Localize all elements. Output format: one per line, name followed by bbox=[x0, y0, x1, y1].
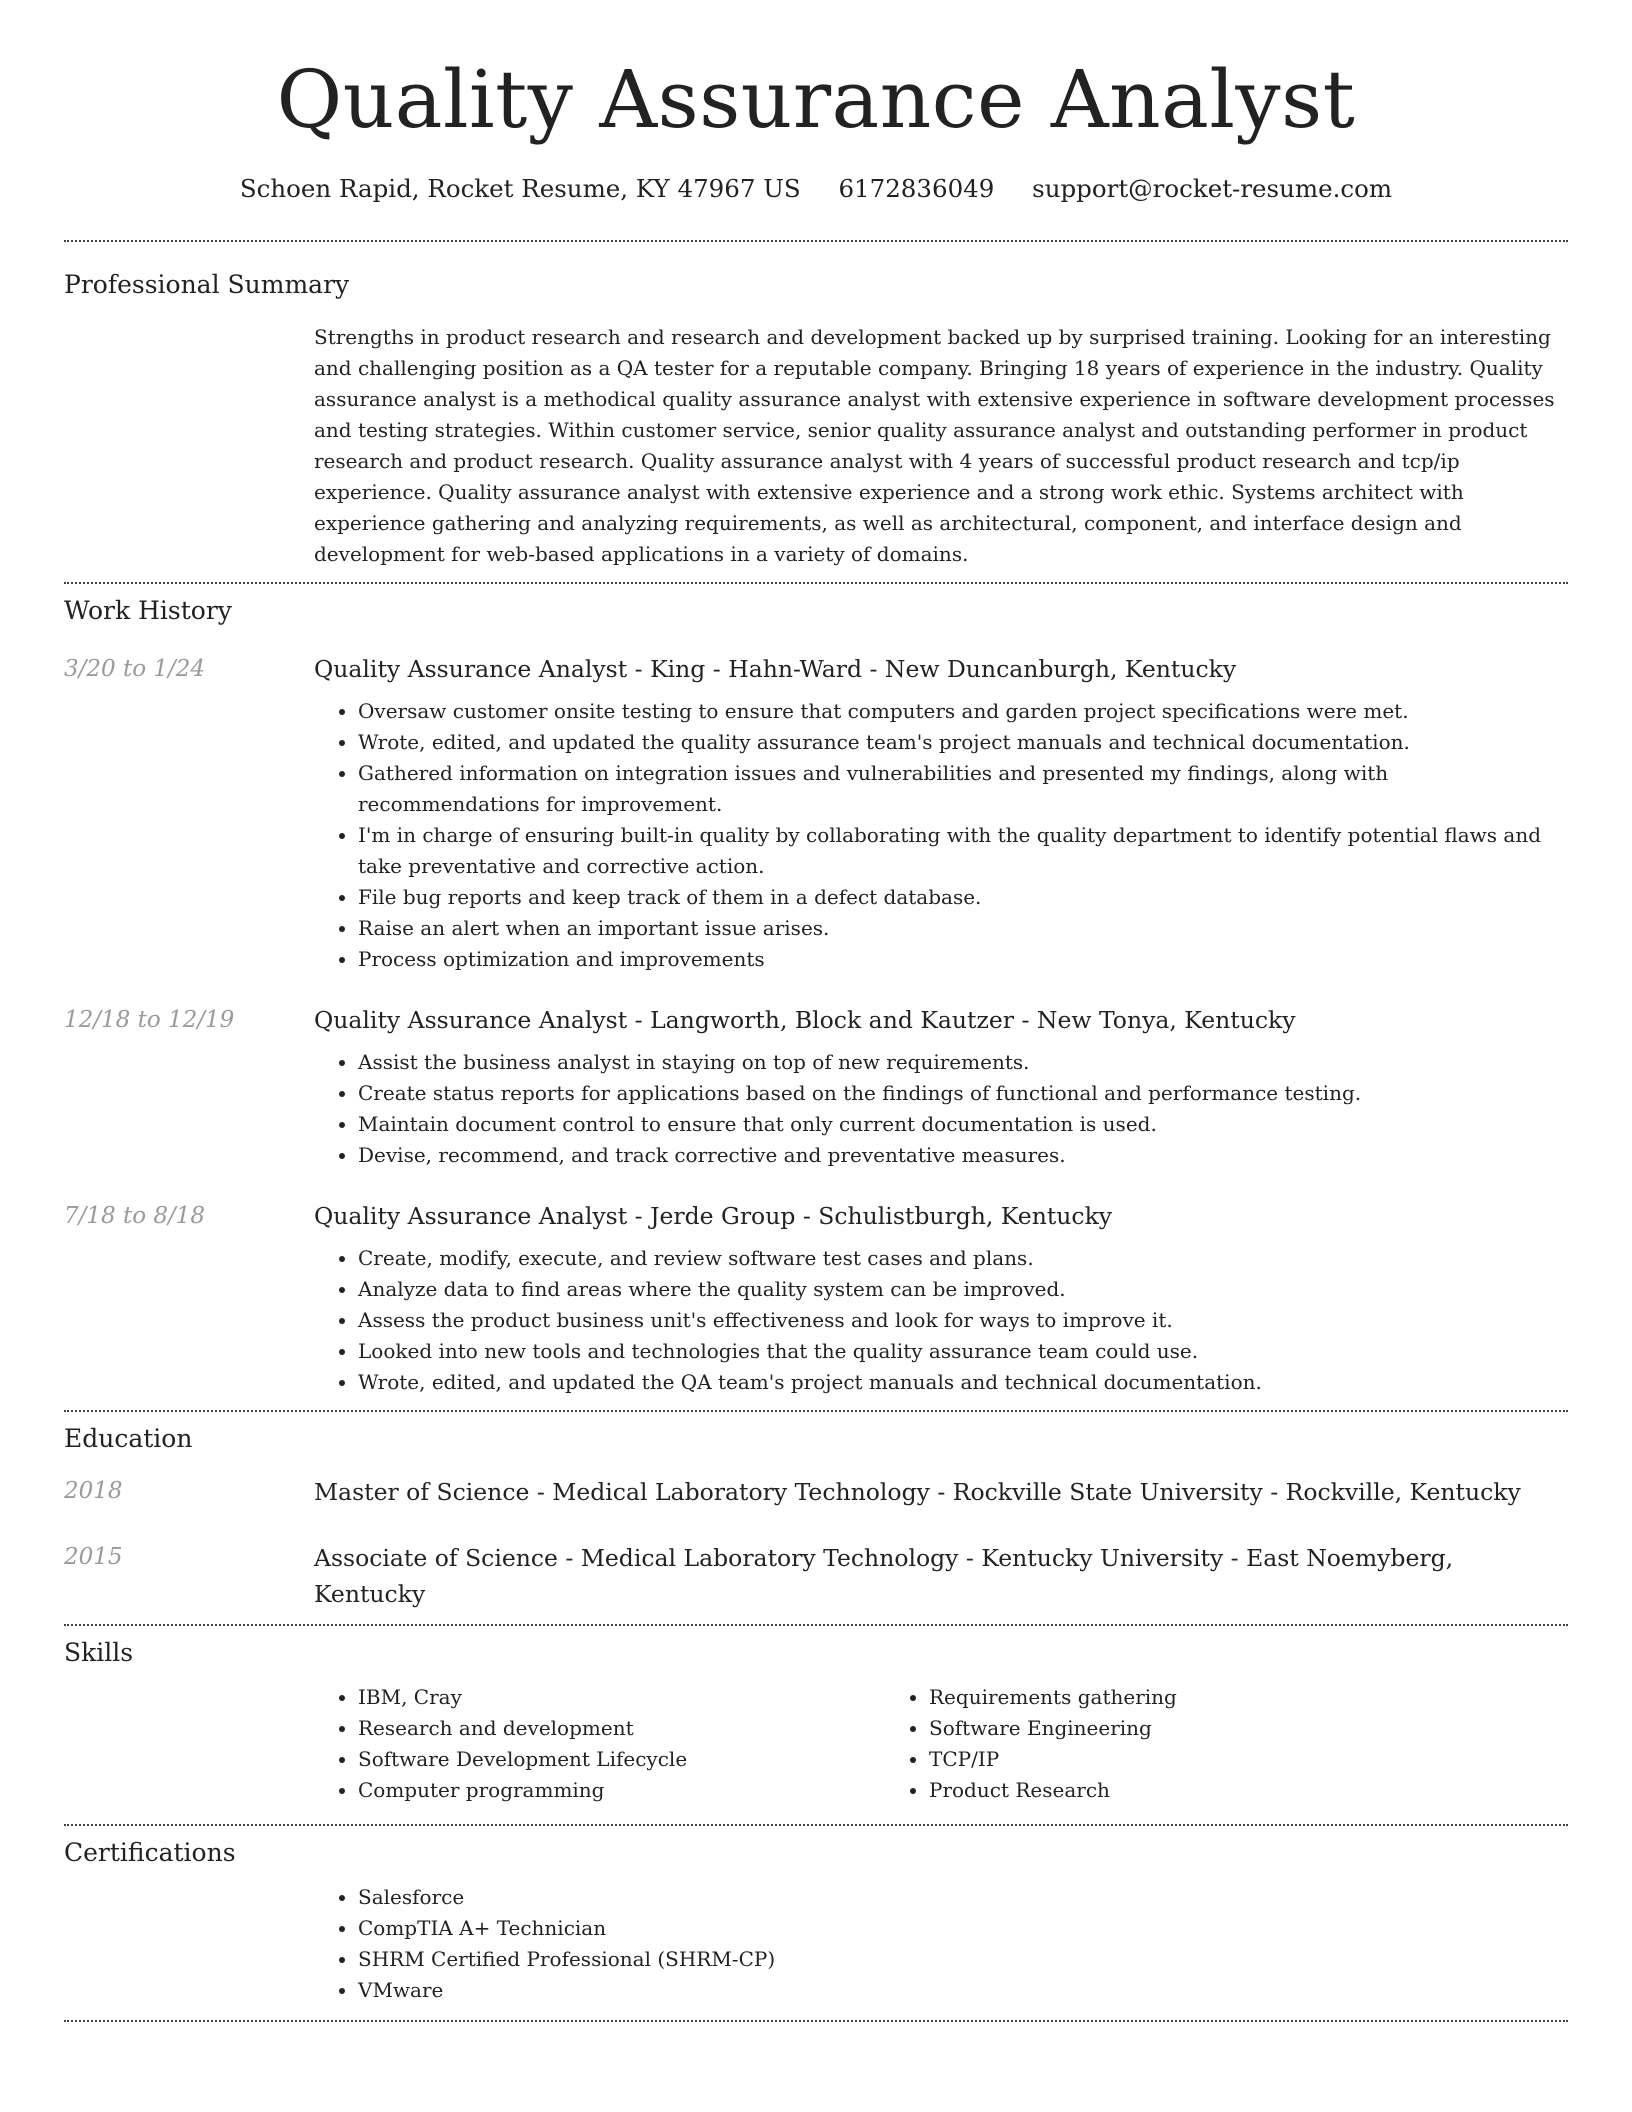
job-entry bbox=[64, 1199, 1568, 1398]
list-item: • Salesforce bbox=[358, 1882, 1568, 1913]
job-dates: 12/18 to 12/19 bbox=[64, 1007, 235, 1033]
section-title-skills: Skills bbox=[64, 1638, 134, 1667]
list-item: • Raise an alert when an important issue arises. bbox=[358, 913, 1568, 944]
list-item: • Wrote, edited, and updated the QA team's project manuals and technical documentation. bbox=[358, 1367, 1568, 1398]
list-item: • Looked into new tools and technologies that the quality assurance team could use. bbox=[358, 1336, 1568, 1367]
list-item: • Requirements gathering bbox=[929, 1682, 1456, 1713]
resume-header bbox=[64, 0, 1568, 206]
job-bullets bbox=[314, 1243, 1568, 1398]
list-item: • CompTIA A+ Technician bbox=[358, 1913, 1568, 1944]
education-year: 2015 bbox=[64, 1544, 123, 1570]
job-dates: 3/20 to 1/24 bbox=[64, 656, 206, 682]
skills-section bbox=[64, 1626, 1568, 1806]
job-title: Quality Assurance Analyst - Langworth, Block and Kautzer - New Tonya, Kentucky bbox=[314, 1006, 1296, 1034]
list-item: • Assess the product business unit's effectiveness and look for ways to improve it. bbox=[358, 1305, 1568, 1336]
certifications-section bbox=[64, 1826, 1568, 2006]
list-item: • Devise, recommend, and track corrective and preventative measures. bbox=[358, 1140, 1568, 1171]
job-title: Quality Assurance Analyst - King - Hahn-Ward - New Duncanburgh, Kentucky bbox=[314, 655, 1237, 683]
list-item: • TCP/IP bbox=[929, 1744, 1456, 1775]
list-item: • Maintain document control to ensure that only current documentation is used. bbox=[358, 1109, 1568, 1140]
list-item: • Product Research bbox=[929, 1775, 1456, 1806]
list-item: • File bug reports and keep track of them in a defect database. bbox=[358, 882, 1568, 913]
list-item: • I'm in charge of ensuring built-in quality by collaborating with the quality department to identify potential flaws and take preventative and corrective action. bbox=[358, 820, 1568, 882]
divider bbox=[64, 2020, 1568, 2022]
skills-list-right bbox=[885, 1682, 1456, 1806]
job-entry bbox=[64, 1003, 1568, 1171]
job-bullets bbox=[314, 1047, 1568, 1171]
section-title-education: Education bbox=[64, 1424, 193, 1453]
education-entry bbox=[64, 1540, 1568, 1612]
list-item: • Create, modify, execute, and review software test cases and plans. bbox=[358, 1243, 1568, 1274]
list-item: • IBM, Cray bbox=[358, 1682, 885, 1713]
list-item: • Oversaw customer onsite testing to ensure that computers and garden project specifications were met. bbox=[358, 696, 1568, 727]
section-title-certifications: Certifications bbox=[64, 1838, 236, 1867]
list-item: • Computer programming bbox=[358, 1775, 885, 1806]
summary-section bbox=[64, 242, 1568, 570]
contact-phone: 6172836049 bbox=[838, 174, 995, 203]
list-item: • Wrote, edited, and updated the quality assurance team's project manuals and technical documentation. bbox=[358, 727, 1568, 758]
education-degree: Master of Science - Medical Laboratory Technology - Rockville State University - Rockville, Kentucky bbox=[314, 1478, 1521, 1506]
education-year: 2018 bbox=[64, 1478, 123, 1504]
list-item: • Create status reports for applications based on the findings of functional and performance testing. bbox=[358, 1078, 1568, 1109]
section-title-work-history: Work History bbox=[64, 596, 232, 625]
contact-line bbox=[64, 172, 1568, 206]
summary-text: Strengths in product research and research and development backed up by surprised training. Looking for an interesting and challenging position as a QA tester for a reputable company. Bringing 18 years of experience in the industry. Quality assurance analyst is a methodical quality assurance analyst with extensive experience in software development processes and testing strategies. Within customer service, senior quality assurance analyst and outstanding performer in product research and product research. Quality assurance analyst with 4 years of successful product research and tcp/ip experience. Quality assurance analyst with extensive experience and a strong work ethic. Systems architect with experience gathering and analyzing requirements, as well as architectural, component, and interface design and development for web-based applications in a variety of domains. bbox=[314, 325, 1555, 566]
list-item: • VMware bbox=[358, 1975, 1568, 2006]
candidate-name: Quality Assurance Analyst bbox=[276, 53, 1356, 146]
job-dates: 7/18 to 8/18 bbox=[64, 1203, 206, 1229]
list-item: • Software Development Lifecycle bbox=[358, 1744, 885, 1775]
education-degree: Associate of Science - Medical Laboratory Technology - Kentucky University - East Noemyberg, Kentucky bbox=[314, 1544, 1454, 1608]
list-item: • SHRM Certified Professional (SHRM-CP) bbox=[358, 1944, 1568, 1975]
job-entry bbox=[64, 652, 1568, 975]
education-section bbox=[64, 1412, 1568, 1612]
job-title: Quality Assurance Analyst - Jerde Group - Schulistburgh, Kentucky bbox=[314, 1202, 1113, 1230]
list-item: • Research and development bbox=[358, 1713, 885, 1744]
job-bullets bbox=[314, 696, 1568, 975]
contact-email: support@rocket-resume.com bbox=[1032, 174, 1393, 203]
skills-list-left bbox=[314, 1682, 885, 1806]
list-item: • Software Engineering bbox=[929, 1713, 1456, 1744]
list-item: • Process optimization and improvements bbox=[358, 944, 1568, 975]
list-item: • Assist the business analyst in staying on top of new requirements. bbox=[358, 1047, 1568, 1078]
work-history-section bbox=[64, 584, 1568, 1398]
contact-address: Schoen Rapid, Rocket Resume, KY 47967 US bbox=[239, 174, 801, 203]
list-item: • Gathered information on integration issues and vulnerabilities and presented my findings, along with recommendations for improvement. bbox=[358, 758, 1568, 820]
list-item: • Analyze data to find areas where the quality system can be improved. bbox=[358, 1274, 1568, 1305]
education-entry bbox=[64, 1474, 1568, 1510]
certifications-list bbox=[314, 1882, 1568, 2006]
section-title-summary: Professional Summary bbox=[64, 270, 350, 299]
